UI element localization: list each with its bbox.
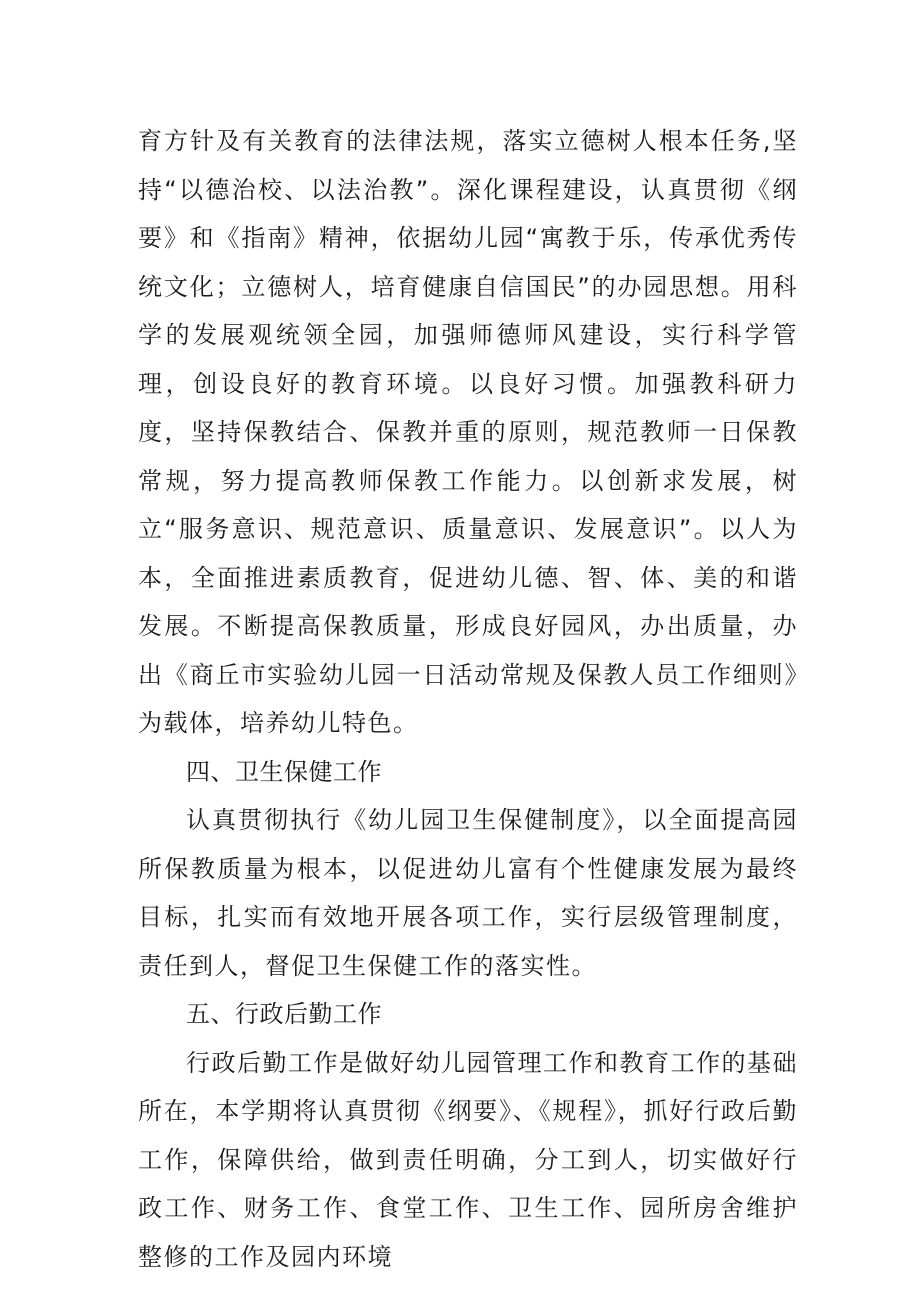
document-body <box>138 117 798 1281</box>
paragraph-health-care: 认真贯彻执行《幼儿园卫生保健制度》，以全面提高园所保教质量为根本，以促进幼儿富有个性健康发展为最终目标，扎实而有效地开展各项工作，实行层级管理制度，责任到人，督促卫生保健工作的落实性。 <box>138 806 798 980</box>
section-heading-administration-logistics: 五、行政后勤工作 <box>186 1000 382 1028</box>
section-heading-health-care: 四、卫生保健工作 <box>186 757 382 786</box>
paragraph-administration-logistics: 行政后勤工作是做好幼儿园管理工作和教育工作的基础所在，本学期将认真贯彻《纲要》、《规程》，抓好行政后勤工作，保障供给，做到责任明确，分工到人，切实做好行政工作、财务工作、食堂工作、卫生工作、园所房舍维护整修的工作及园内环境 <box>138 1048 798 1271</box>
paragraph-education-policy: 育方针及有关教育的法律法规，落实立德树人根本任务,坚持“以德治校、以法治教”。深化课程建设，认真贯彻《纲要》和《指南》精神，依据幼儿园“寓教于乐，传承优秀传统文化；立德树人，培育健康自信国民”的办园思想。用科学的发展观统领全园，加强师德师风建设，实行科学管理，创设良好的教育环境。以良好习惯。加强教科研力度，坚持保教结合、保教并重的原则，规范教师一日保教常规，努力提高教师保教工作能力。以创新求发展，树立“服务意识、规范意识、质量意识、发展意识”。以人为本，全面推进素质教育，促进幼儿德、智、体、美的和谐发展。不断提高保教质量，形成良好园风，办出质量，办出《商丘市实验幼儿园一日活动常规及保教人员工作细则》为载体，培养幼儿特色。 <box>138 127 798 737</box>
